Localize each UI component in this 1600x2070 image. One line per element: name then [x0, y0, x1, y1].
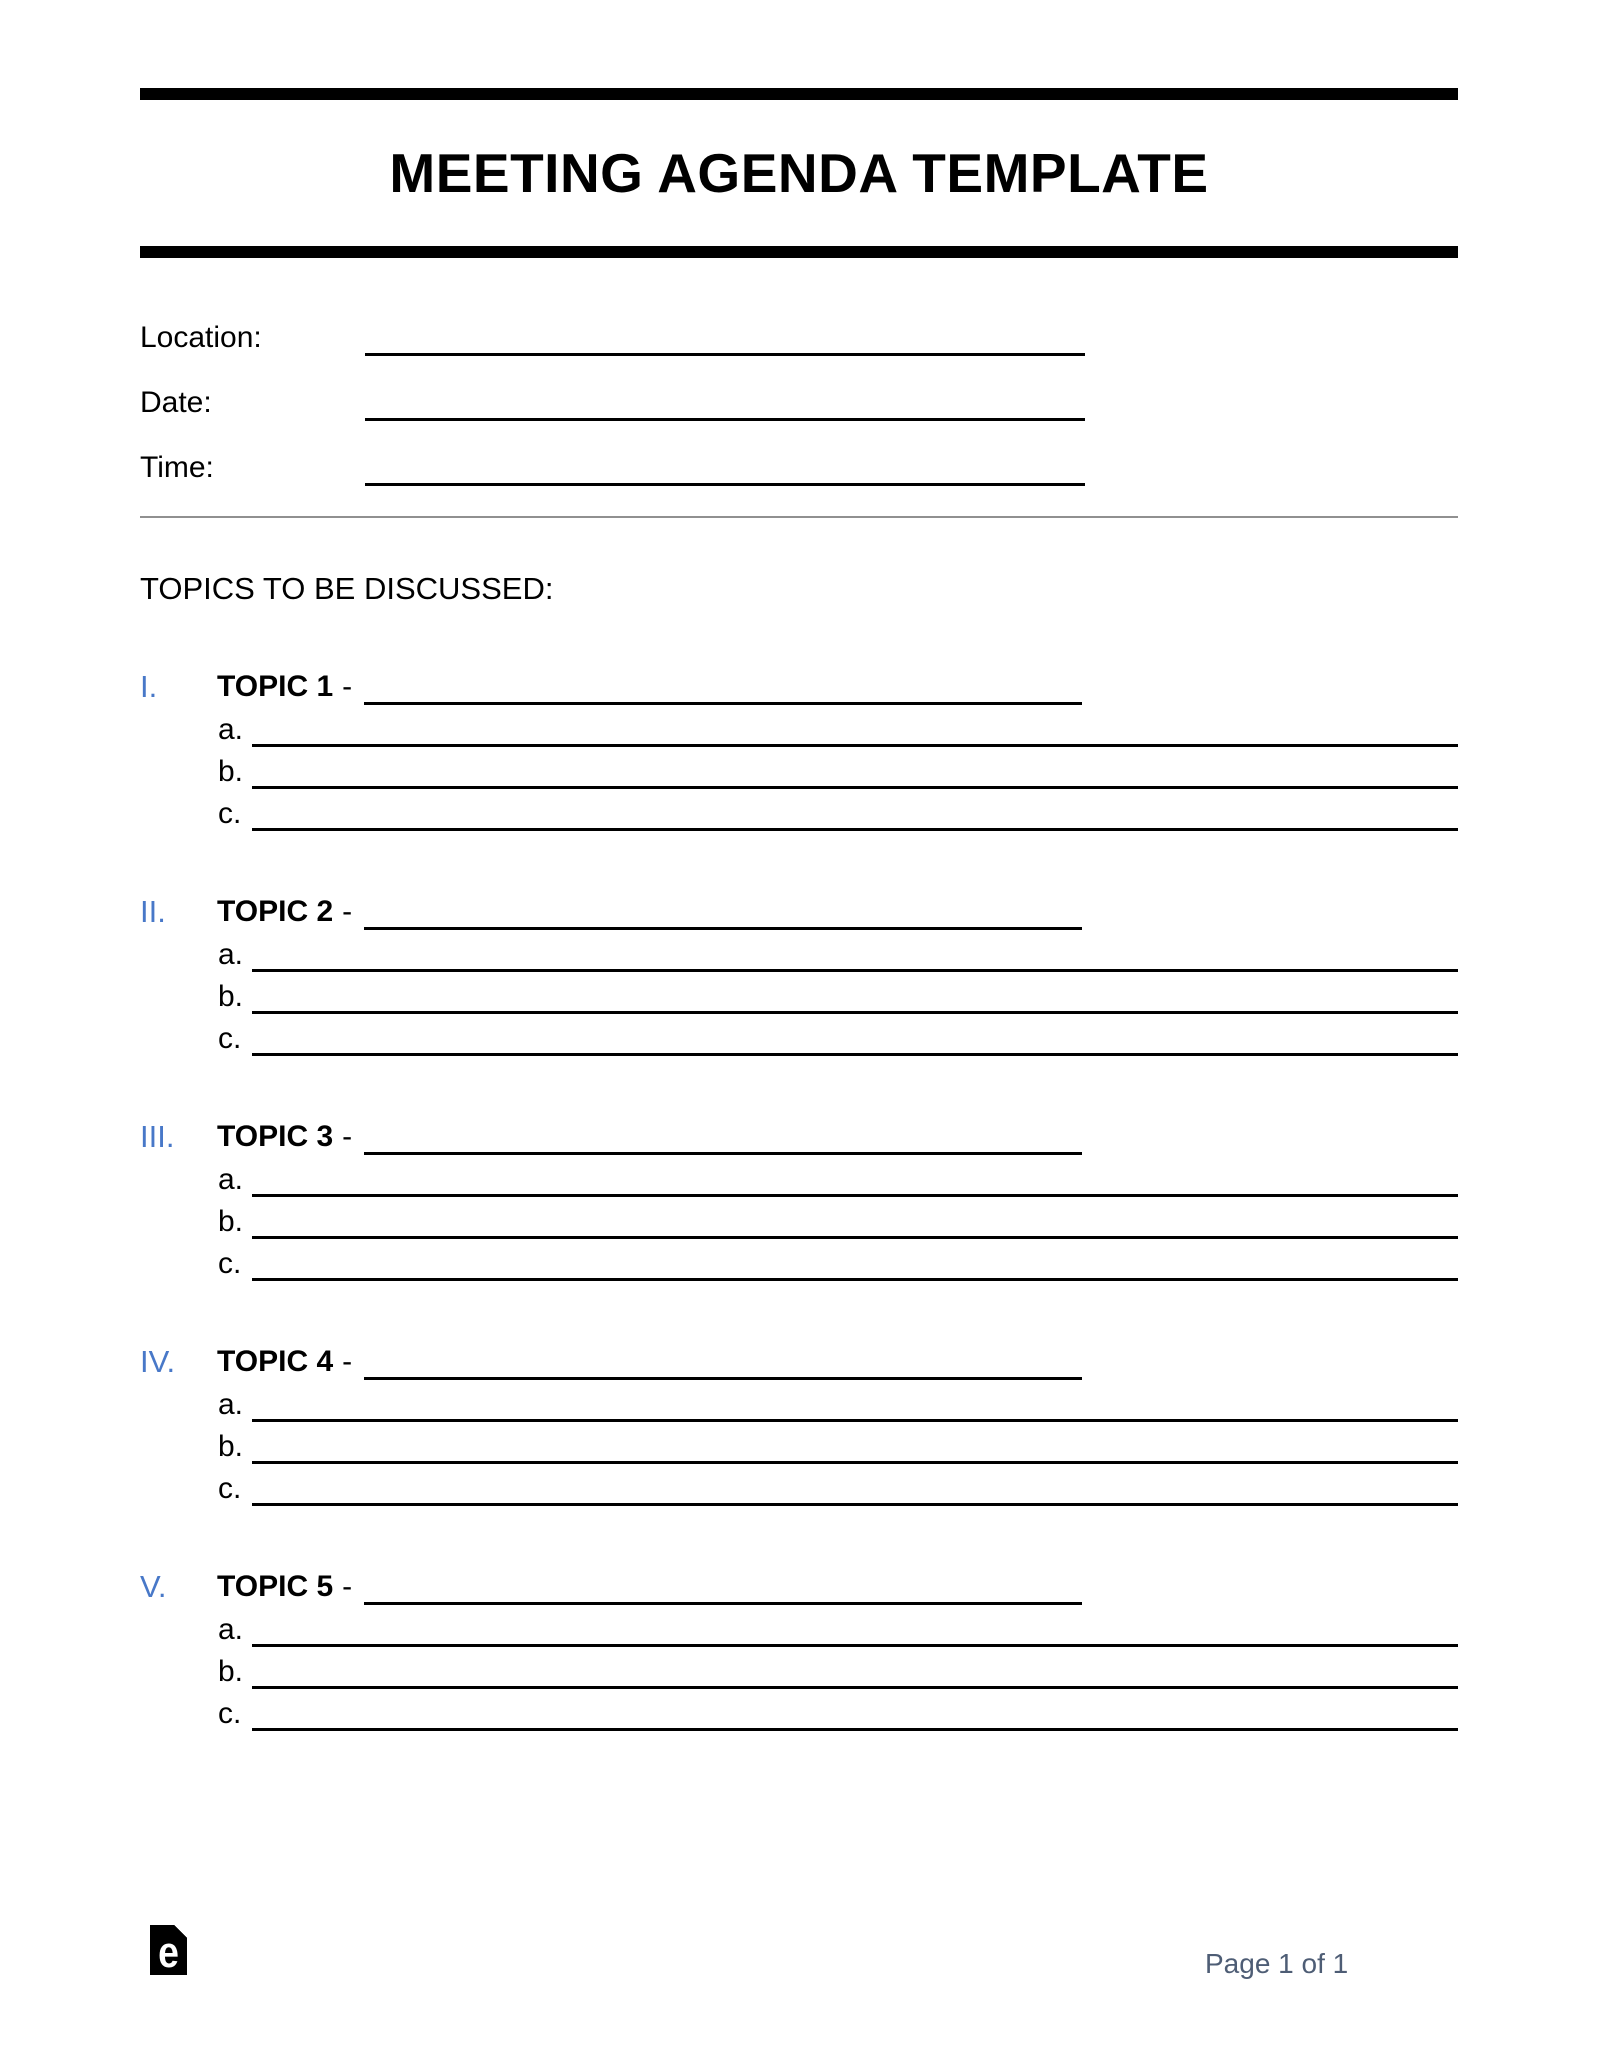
sub-item-letter: c.	[218, 1247, 242, 1280]
topic-1-sub-item-b	[140, 747, 1458, 789]
topic-5-sub-item-a	[140, 1605, 1458, 1647]
sub-item-letter: c.	[218, 797, 242, 830]
topic-1-dash: -	[342, 670, 353, 703]
topic-4-sub-a-blank-line[interactable]	[252, 1391, 1458, 1422]
topic-3-sub-item-c	[140, 1239, 1458, 1281]
sub-item-letter: a.	[218, 713, 244, 746]
topic-5-block	[140, 1569, 1458, 1731]
topic-5-title-blank-line[interactable]	[364, 1574, 1082, 1605]
topic-3-label: TOPIC 3	[217, 1120, 334, 1153]
topic-5-sub-item-b	[140, 1647, 1458, 1689]
sub-item-letter: a.	[218, 1388, 244, 1421]
topic-3-sub-item-b	[140, 1197, 1458, 1239]
topic-2-sub-c-blank-line[interactable]	[252, 1025, 1458, 1056]
topic-5-sub-b-blank-line[interactable]	[252, 1658, 1458, 1689]
topic-1-sub-item-c	[140, 789, 1458, 831]
eforms-logo-icon	[150, 1925, 187, 1975]
sub-item-letter: c.	[218, 1022, 242, 1055]
topic-3-sub-item-a	[140, 1155, 1458, 1197]
topic-1-sub-a-blank-line[interactable]	[252, 716, 1458, 747]
time-label: Time:	[140, 451, 214, 484]
topic-1-sub-item-a	[140, 705, 1458, 747]
topic-5-sub-c-blank-line[interactable]	[252, 1700, 1458, 1731]
topic-2-dash: -	[342, 895, 353, 928]
topic-2-sub-item-b	[140, 972, 1458, 1014]
topic-4-sub-c-blank-line[interactable]	[252, 1475, 1458, 1506]
topic-5-numeral: V.	[140, 1569, 167, 1604]
topic-4-sub-item-a	[140, 1380, 1458, 1422]
time-blank-line[interactable]	[365, 455, 1085, 486]
info-section	[140, 320, 1458, 486]
topic-1-sub-c-blank-line[interactable]	[252, 800, 1458, 831]
sub-item-letter: b.	[218, 1205, 244, 1238]
info-row-date	[140, 385, 1458, 421]
topics-list	[140, 669, 1458, 1731]
topic-4-dash: -	[342, 1345, 353, 1378]
topic-1-heading	[140, 669, 1458, 705]
sub-item-letter: b.	[218, 1430, 244, 1463]
topic-3-title-blank-line[interactable]	[364, 1124, 1082, 1155]
topic-2-block	[140, 894, 1458, 1056]
eforms-logo-letter: e	[158, 1928, 179, 1977]
topic-4-sub-b-blank-line[interactable]	[252, 1433, 1458, 1464]
topic-4-title-blank-line[interactable]	[364, 1349, 1082, 1380]
topic-3-dash: -	[342, 1120, 353, 1153]
topic-2-numeral: II.	[140, 894, 166, 929]
topic-1-label: TOPIC 1	[217, 670, 334, 703]
info-row-location	[140, 320, 1458, 356]
topic-1-block	[140, 669, 1458, 831]
date-blank-line[interactable]	[365, 390, 1085, 421]
sub-item-letter: c.	[218, 1472, 242, 1505]
topic-2-sub-item-a	[140, 930, 1458, 972]
topic-4-sub-item-c	[140, 1464, 1458, 1506]
location-blank-line[interactable]	[365, 325, 1085, 356]
topic-5-heading	[140, 1569, 1458, 1605]
topics-heading: TOPICS TO BE DISCUSSED:	[140, 571, 554, 606]
topic-4-numeral: IV.	[140, 1344, 176, 1379]
page-indicator: Page 1 of 1	[1205, 1948, 1349, 1979]
topic-5-dash: -	[342, 1570, 353, 1603]
header-rule-top	[140, 88, 1458, 100]
location-label: Location:	[140, 321, 262, 354]
info-row-time	[140, 450, 1458, 486]
topic-3-numeral: III.	[140, 1119, 175, 1154]
topic-3-sub-c-blank-line[interactable]	[252, 1250, 1458, 1281]
topic-1-title-blank-line[interactable]	[364, 674, 1082, 705]
topic-1-sub-b-blank-line[interactable]	[252, 758, 1458, 789]
header-rule-bottom	[140, 246, 1458, 258]
page-title: MEETING AGENDA TEMPLATE	[389, 142, 1209, 204]
topic-1-numeral: I.	[140, 669, 158, 704]
sub-item-letter: a.	[218, 1163, 244, 1196]
topic-4-block	[140, 1344, 1458, 1506]
topic-2-sub-a-blank-line[interactable]	[252, 941, 1458, 972]
topic-2-sub-b-blank-line[interactable]	[252, 983, 1458, 1014]
topic-3-sub-b-blank-line[interactable]	[252, 1208, 1458, 1239]
topic-2-title-blank-line[interactable]	[364, 899, 1082, 930]
topic-4-heading	[140, 1344, 1458, 1380]
sub-item-letter: b.	[218, 1655, 244, 1688]
topic-3-block	[140, 1119, 1458, 1281]
topic-5-sub-a-blank-line[interactable]	[252, 1616, 1458, 1647]
sub-item-letter: c.	[218, 1697, 242, 1730]
topic-4-sub-item-b	[140, 1422, 1458, 1464]
topic-2-label: TOPIC 2	[217, 895, 334, 928]
section-divider	[140, 516, 1458, 518]
sub-item-letter: a.	[218, 1613, 244, 1646]
topic-5-label: TOPIC 5	[217, 1570, 334, 1603]
date-label: Date:	[140, 386, 212, 419]
topic-2-heading	[140, 894, 1458, 930]
topic-2-sub-item-c	[140, 1014, 1458, 1056]
topic-3-heading	[140, 1119, 1458, 1155]
topic-3-sub-a-blank-line[interactable]	[252, 1166, 1458, 1197]
topic-4-label: TOPIC 4	[217, 1345, 334, 1378]
topic-5-sub-item-c	[140, 1689, 1458, 1731]
sub-item-letter: b.	[218, 755, 244, 788]
sub-item-letter: a.	[218, 938, 244, 971]
sub-item-letter: b.	[218, 980, 244, 1013]
